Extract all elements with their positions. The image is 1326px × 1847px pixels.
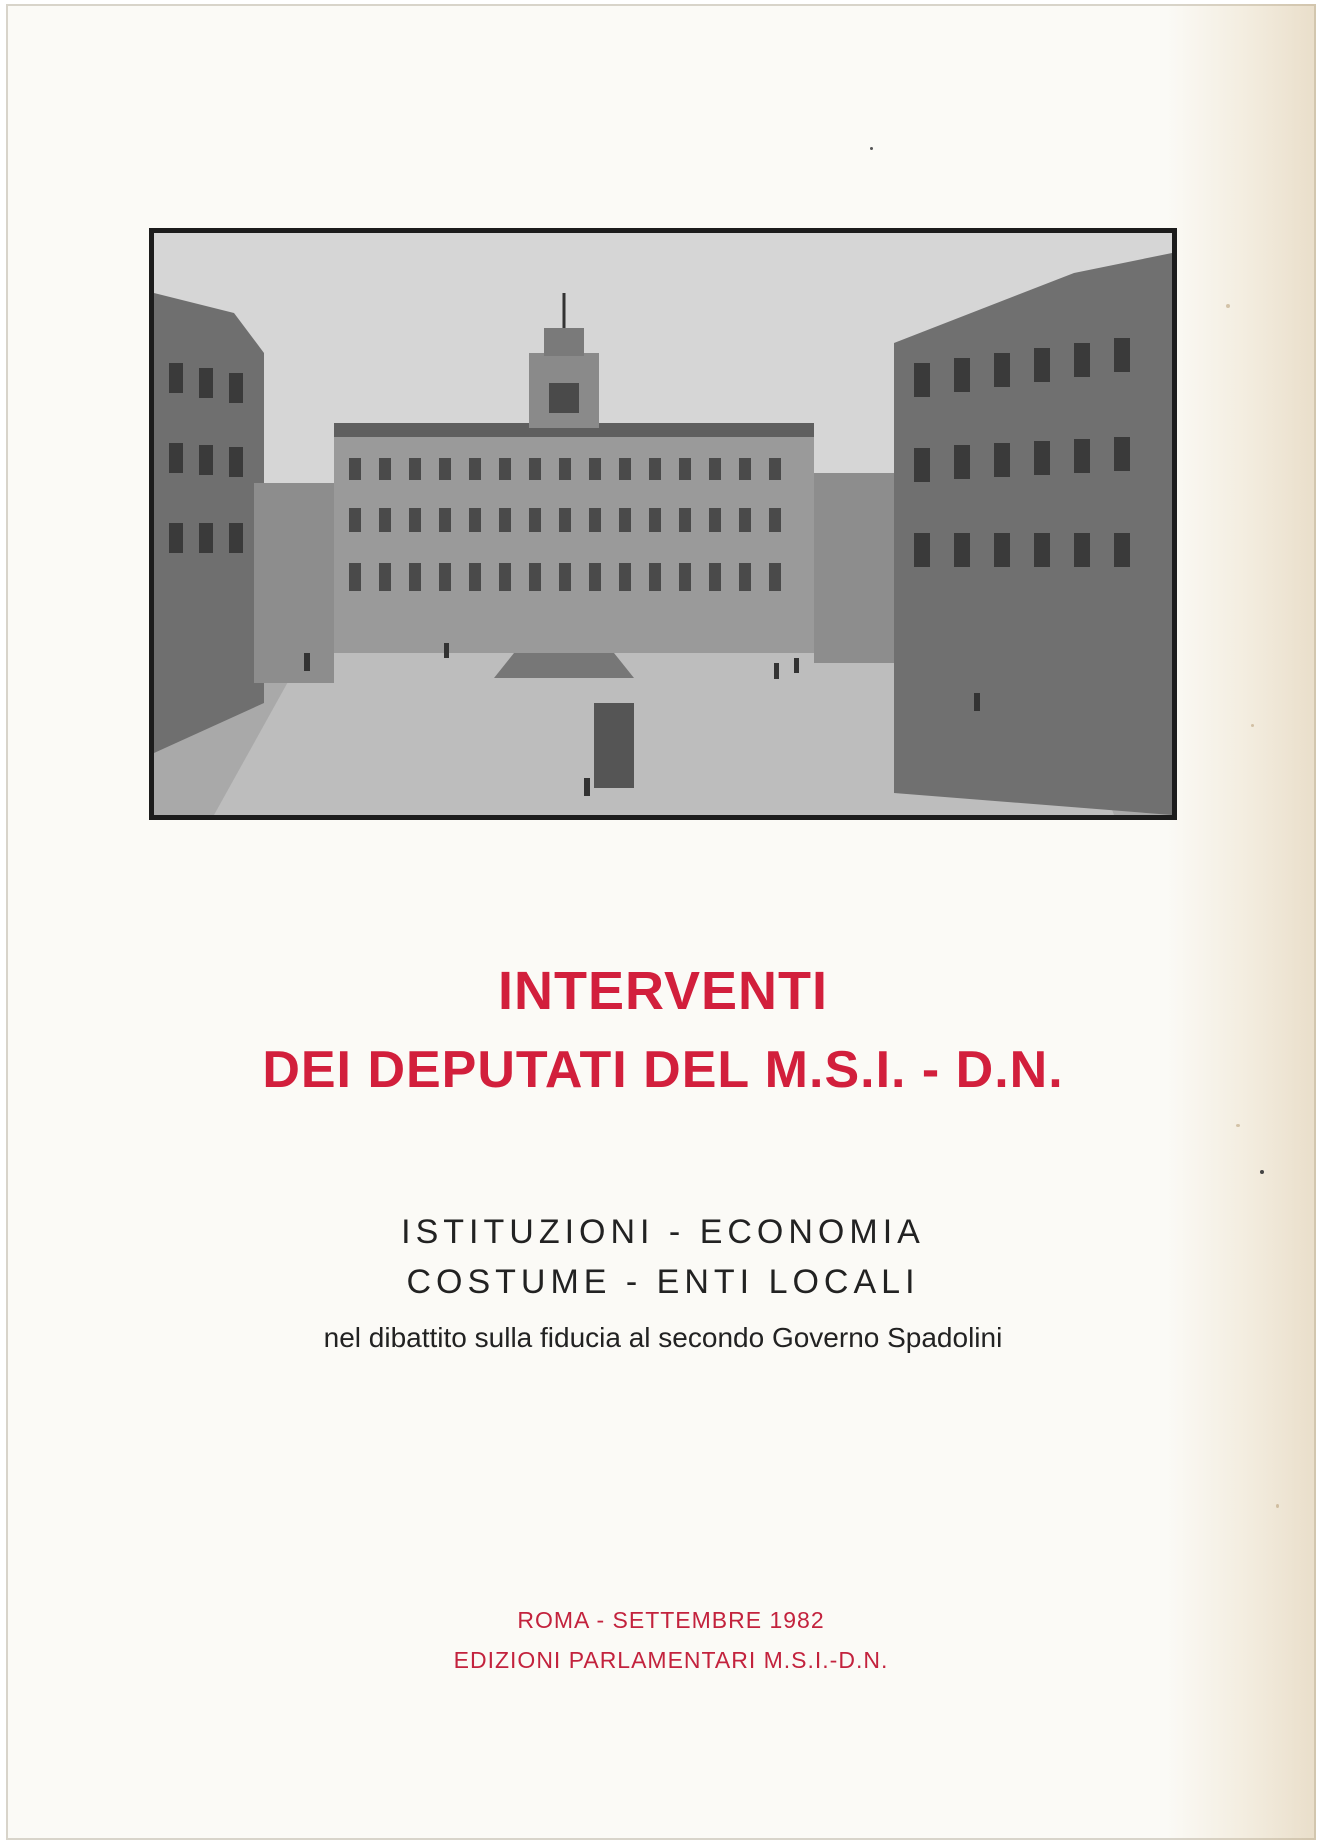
paper-speck [1276,1504,1279,1508]
cover-title-line-1: INTERVENTI [497,961,829,1021]
paper-speck [1226,304,1230,308]
engraving-illustration [149,228,1177,820]
cover-subtitle-line-1: ISTITUZIONI - ECONOMIA [401,1213,925,1251]
paper-speck [1251,724,1254,727]
paper-speck [1260,1170,1264,1174]
paper-speck [1236,1124,1240,1127]
publisher-line-2: EDIZIONI PARLAMENTARI M.S.I.-D.N. [453,1647,889,1673]
cover-title-line-2: DEI DEPUTATI DEL M.S.I. - D.N. [262,1041,1064,1099]
publisher-line-1: ROMA - SETTEMBRE 1982 [517,1607,825,1633]
cover-subtitle-line-3: nel dibattito sulla fiducia al secondo Governo Spadolini [323,1322,1003,1353]
cover-subtitle-line-2: COSTUME - ENTI LOCALI [406,1263,920,1301]
palazzo-engraving [154,233,1172,815]
paper-aging [1166,4,1316,1840]
paper-speck [870,147,873,150]
